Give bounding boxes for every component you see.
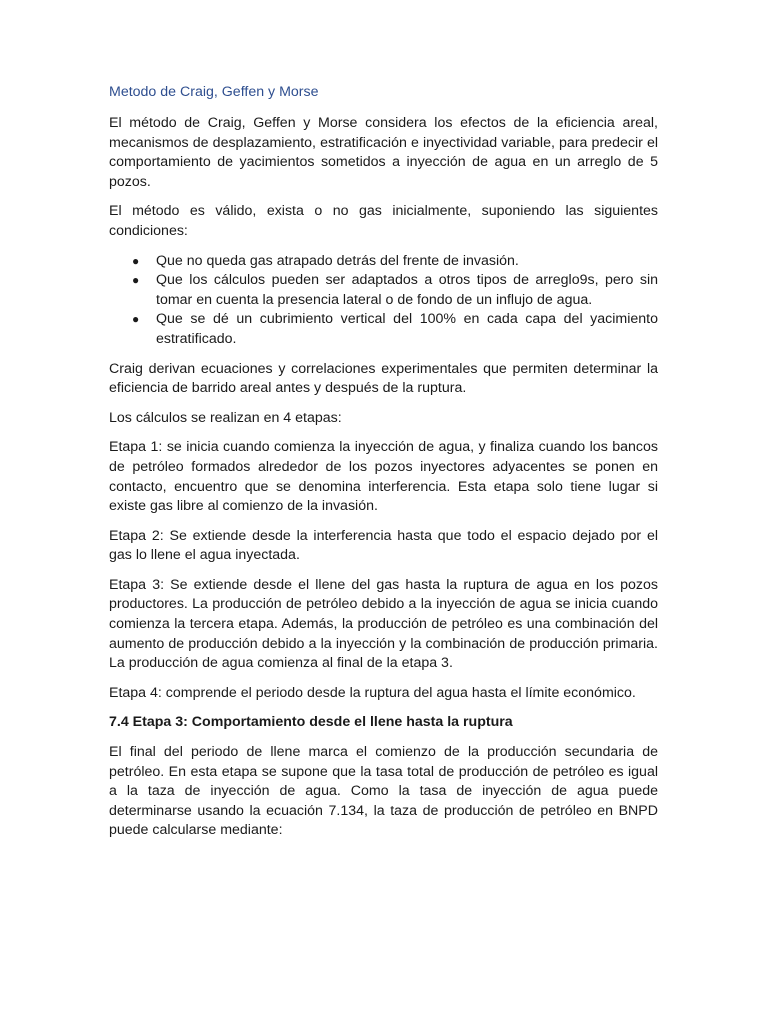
body-paragraph-stage-2: Etapa 2: Se extiende desde la interferencia hasta que todo el espacio dejado por el gas lo llene el agua inyectada.: [109, 527, 658, 564]
body-paragraph-stage-3: Etapa 3: Se extiende desde el llene del gas hasta la ruptura de agua en los pozos productores. La producción de petróleo debido a la inyección de agua se inicia cuando comienza la tercera etapa. Además, la producción de petróleo es una combinación del aumento de producción debido a la inyección y la combinación de producción primaria. La producción de agua comienza al final de la etapa 3.: [109, 576, 658, 672]
body-paragraph-stage-1: Etapa 1: se inicia cuando comienza la inyección de agua, y finaliza cuando los bancos de petróleo formados alrededor de los pozos inyectores adyacentes se ponen en contacto, encuentro que se denomina interferencia. Esta etapa solo tiene lugar si existe gas libre al comienzo de la invasión.: [109, 439, 658, 515]
list-item-text: Que los cálculos pueden ser adaptados a otros tipos de arreglo9s, pero sin tomar en cuenta la presencia lateral o de fondo de un influjo de agua.: [156, 272, 658, 308]
section-title: Metodo de Craig, Geffen y Morse: [109, 84, 319, 100]
bullet-icon: ●: [132, 253, 140, 268]
conditions-list: [109, 252, 658, 350]
document-page: [109, 82, 658, 851]
list-item: [132, 310, 658, 349]
final-paragraph: El final del periodo de llene marca el comienzo de la producción secundaria de petróleo. En esta etapa se supone que la tasa total de producción de petróleo es igual a la taza de inyección de agua. Como la tasa de inyección de agua puede determinarse usando la ecuación 7.134, la taza de producción de petróleo en BNPD puede calcularse mediante:: [109, 744, 658, 839]
body-paragraph-stage-4: Etapa 4: comprende el periodo desde la ruptura del agua hasta el límite económico.: [109, 684, 636, 701]
body-paragraph-stages: Los cálculos se realizan en 4 etapas:: [109, 409, 342, 426]
bullet-icon: ●: [132, 312, 140, 327]
list-item: [132, 252, 658, 272]
intro-paragraph-1: El método de Craig, Geffen y Morse considera los efectos de la eficiencia areal, mecanismos de desplazamiento, estratificación e inyectividad variable, para predecir el comportamiento de yacimientos sometidos a inyección de agua en un arreglo de 5 pozos.: [109, 115, 658, 190]
subsection-heading: 7.4 Etapa 3: Comportamiento desde el llene hasta la ruptura: [109, 714, 513, 731]
list-item: [132, 271, 658, 310]
intro-paragraph-2: El método es válido, exista o no gas inicialmente, suponiendo las siguientes condiciones:: [109, 203, 658, 239]
list-item-text: Que se dé un cubrimiento vertical del 100% en cada capa del yacimiento estratificado.: [156, 311, 658, 347]
bullet-icon: ●: [132, 273, 140, 288]
list-item-text: Que no queda gas atrapado detrás del frente de invasión.: [156, 252, 519, 269]
body-paragraph-craig: Craig derivan ecuaciones y correlaciones experimentales que permiten determinar la eficiencia de barrido areal antes y después de la ruptura.: [109, 360, 658, 397]
